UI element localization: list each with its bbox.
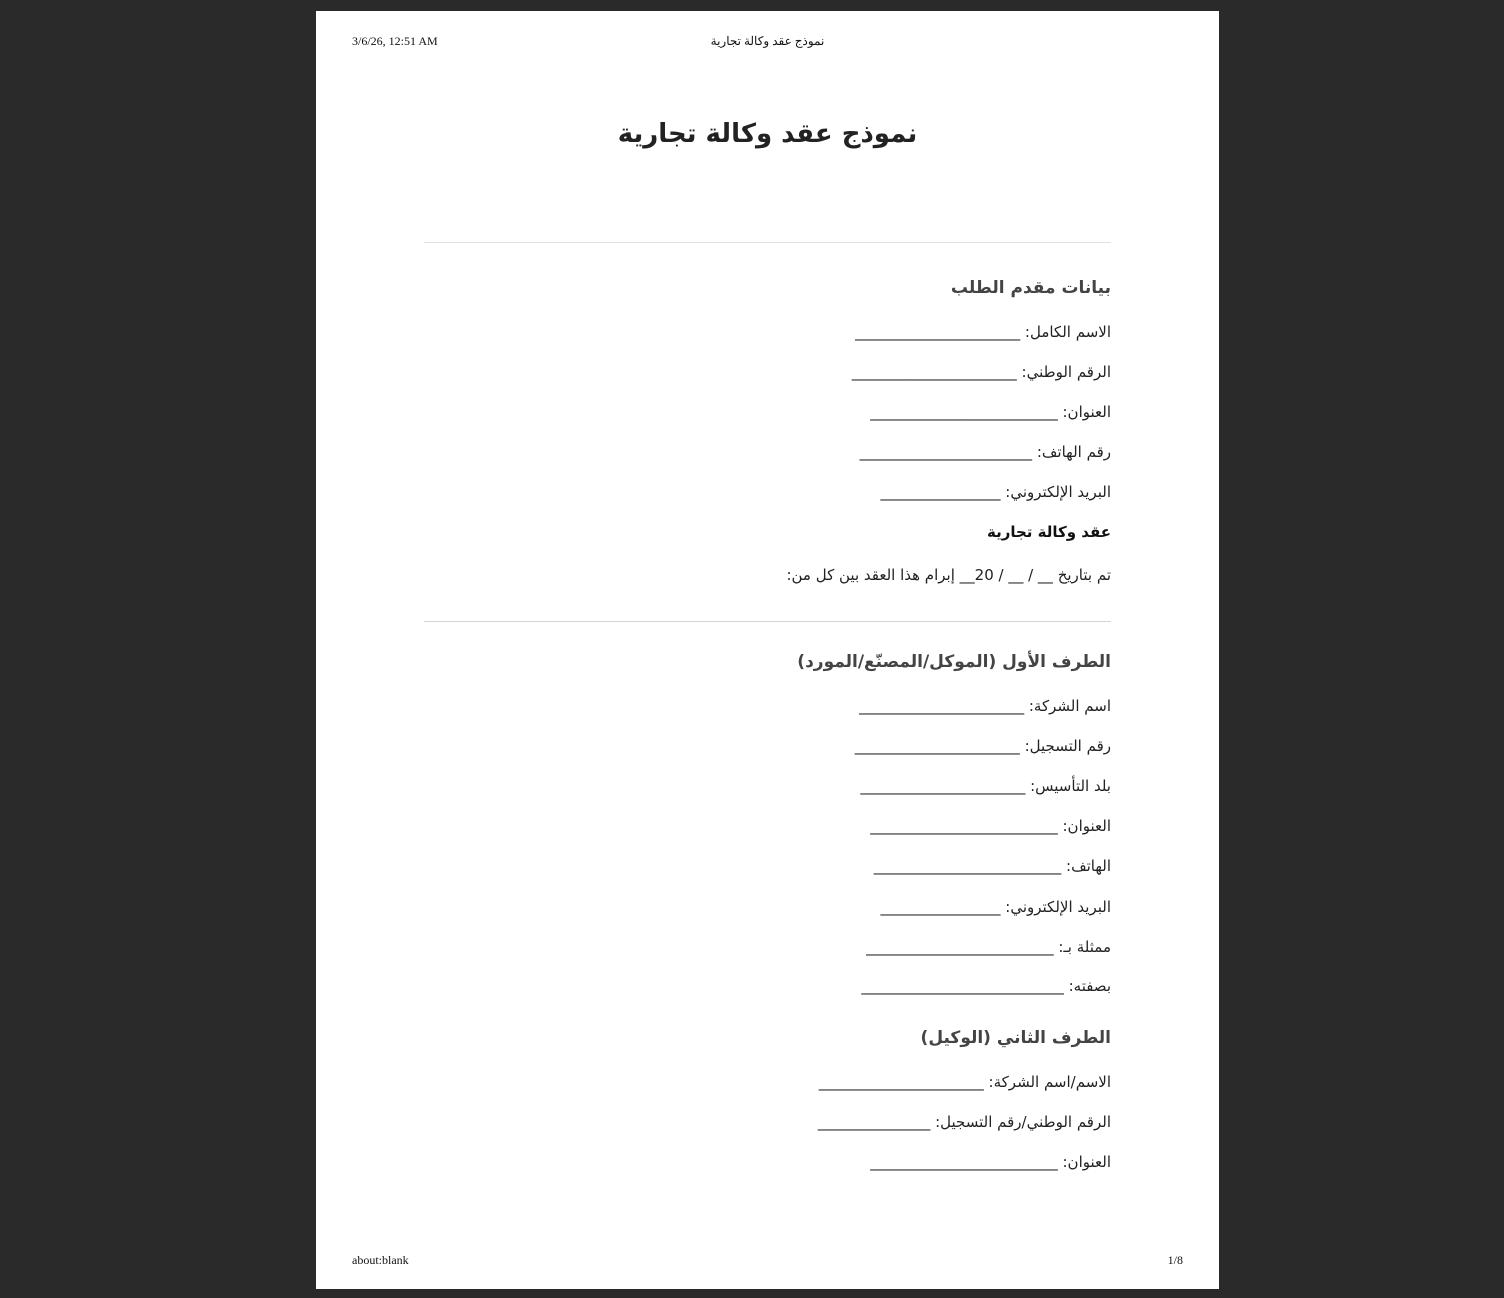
first-party-email-field: البريد الإلكتروني: ________________ bbox=[880, 898, 1111, 916]
first-party-address-field: العنوان: _________________________ bbox=[870, 817, 1111, 835]
second-party-id-field: الرقم الوطني/رقم التسجيل: _______________ bbox=[817, 1113, 1111, 1131]
first-party-registration-field: رقم التسجيل: ______________________ bbox=[854, 737, 1111, 755]
applicant-full-name-field: الاسم الكامل: ______________________ bbox=[855, 323, 1111, 341]
contract-heading: عقد وكالة تجارية bbox=[987, 523, 1111, 541]
first-party-represented-by-field: ممثلة بـ: _________________________ bbox=[866, 938, 1111, 956]
print-page-number: 1/8 bbox=[1167, 1253, 1183, 1267]
print-header-title: نموذج عقد وكالة تجارية bbox=[710, 34, 825, 48]
divider bbox=[424, 621, 1111, 622]
applicant-address-field: العنوان: _________________________ bbox=[870, 403, 1111, 421]
first-party-heading: الطرف الأول (الموكل/المصنّع/المورد) bbox=[797, 652, 1111, 672]
first-party-company-name-field: اسم الشركة: ______________________ bbox=[859, 697, 1111, 715]
applicant-phone-field: رقم الهاتف: _______________________ bbox=[859, 443, 1111, 461]
second-party-name-field: الاسم/اسم الشركة: ______________________ bbox=[818, 1073, 1111, 1091]
print-footer-url: about:blank bbox=[352, 1253, 409, 1267]
document-page bbox=[316, 11, 1219, 1289]
first-party-country-field: بلد التأسيس: ______________________ bbox=[860, 777, 1111, 795]
applicant-email-field: البريد الإلكتروني: ________________ bbox=[880, 483, 1111, 501]
applicant-national-id-field: الرقم الوطني: ______________________ bbox=[851, 363, 1111, 381]
print-datetime: 3/6/26, 12:51 AM bbox=[352, 34, 438, 48]
contract-intro: تم بتاريخ __ / __ / 20__ إبرام هذا العقد بين كل من: bbox=[786, 566, 1111, 584]
first-party-phone-field: الهاتف: _________________________ bbox=[873, 857, 1111, 875]
applicant-heading: بيانات مقدم الطلب bbox=[950, 278, 1111, 298]
second-party-address-field: العنوان: _________________________ bbox=[870, 1153, 1111, 1171]
first-party-capacity-field: بصفته: ___________________________ bbox=[861, 977, 1111, 995]
second-party-heading: الطرف الثاني (الوكيل) bbox=[920, 1028, 1111, 1048]
divider bbox=[424, 242, 1111, 243]
document-title: نموذج عقد وكالة تجارية bbox=[617, 119, 918, 149]
